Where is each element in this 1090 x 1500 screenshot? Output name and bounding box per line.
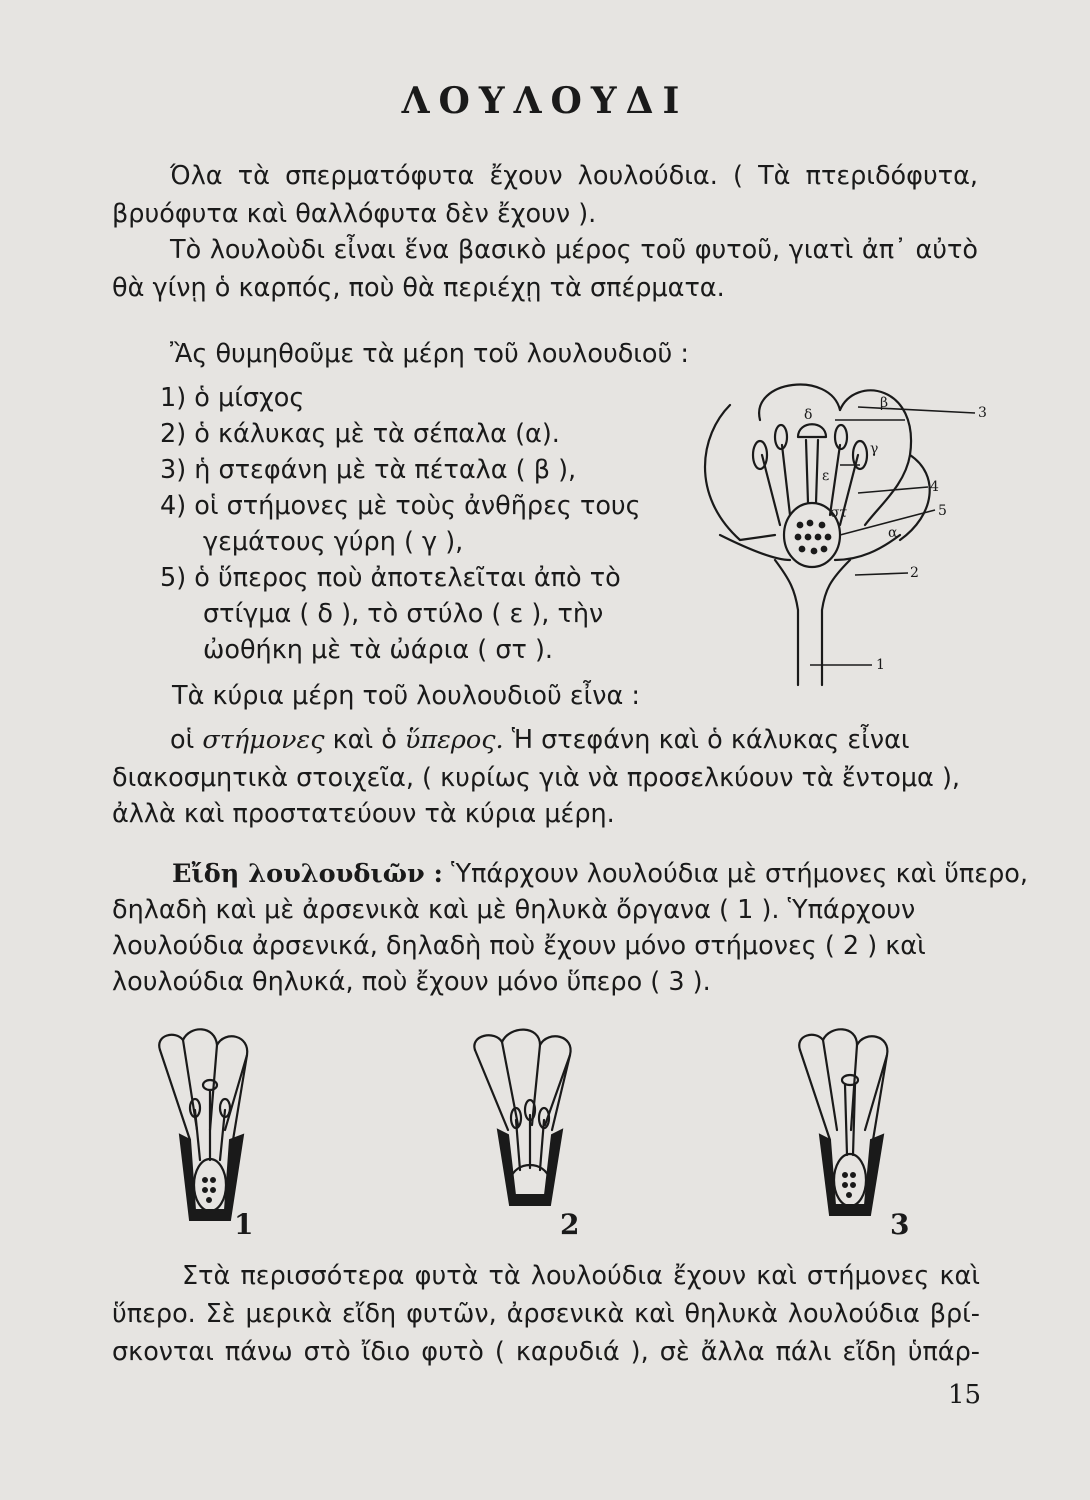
figure-number-3: 3	[890, 1208, 910, 1241]
leader-2	[855, 573, 908, 575]
anther-1	[753, 441, 767, 469]
label-n3: 3	[978, 405, 987, 421]
page-number: 15	[948, 1380, 982, 1410]
part-item-3: 3) ἡ στεφάνη μὲ τὰ πέταλα ( β ),	[160, 455, 577, 485]
flower-type-2-male	[470, 1030, 590, 1230]
label-n4: 4	[930, 479, 939, 495]
ovary	[834, 1154, 866, 1206]
label-beta: β	[880, 395, 889, 411]
flower-type-3-female	[795, 1030, 905, 1230]
term-stamens: στήμονες	[202, 725, 325, 755]
ovules	[843, 1173, 855, 1197]
flower-cross-section-diagram	[680, 375, 1000, 695]
types-line-2: δηλαδὴ καὶ μὲ ἀρσενικὰ καὶ μὲ θηλυκὰ ὄργανα ( 1 ). Ὑπάρχουν	[112, 895, 916, 925]
ovules	[203, 1178, 215, 1202]
closing-line-3: σκονται πάνω στὸ ἴδιο φυτὸ ( καρυδιά ), σὲ ἄλλα πάλι εἴδη ὑπάρ-	[112, 1337, 980, 1367]
label-n2: 2	[910, 565, 919, 581]
main-parts-line-4: ἀλλὰ καὶ προστατεύουν τὰ κύρια μέρη.	[112, 799, 615, 829]
types-heading: Εἴδη λουλουδιῶν :	[172, 859, 443, 889]
part-item-4-cont: γεμάτους γύρη ( γ ),	[203, 527, 464, 557]
part-item-5-cont-2: ὠοθήκη μὲ τὰ ὠάρια ( στ ).	[203, 635, 554, 665]
main-parts-prefix: οἱ	[170, 725, 203, 755]
page-title: ΛΟΥΛΟΥΔΙ	[401, 80, 689, 122]
main-parts-and: καὶ ὁ	[324, 725, 405, 755]
ovary	[194, 1159, 226, 1211]
intro-line-3: Τὸ λουλοὺδι εἶναι ἕνα βασικὸ μέρος τοῦ φυτοῦ, γιατὶ ἀπ᾿ αὐτὸ	[170, 235, 978, 265]
figure-number-1: 1	[234, 1208, 254, 1241]
label-delta: δ	[804, 407, 813, 423]
intro-line-1: Όλα τὰ σπερματόφυτα ἔχουν λουλούδια. ( Τὰ πτεριδόφυτα,	[170, 161, 978, 191]
types-line-1	[172, 856, 1028, 892]
stalk-left	[775, 560, 798, 685]
intro-line-2: βρυόφυτα καὶ θαλλόφυτα δὲν ἔχουν ).	[112, 199, 597, 229]
closing-line-2: ὕπερο. Σὲ μερικὰ εἴδη φυτῶν, ἀρσενικὰ καὶ θηλυκὰ λουλούδια βρί-	[112, 1299, 980, 1329]
part-item-2: 2) ὁ κάλυκας μὲ τὰ σέπαλα (α).	[160, 419, 560, 449]
petal-right	[900, 455, 930, 540]
label-n5: 5	[938, 503, 947, 519]
ovules	[796, 521, 831, 554]
stigma	[798, 424, 826, 437]
types-line-3: λουλούδια ἀρσενικά, δηλαδὴ ποὺ ἔχουν μόνο στήμονες ( 2 ) καὶ	[112, 931, 926, 961]
label-n1: 1	[876, 657, 885, 673]
main-parts-line-2	[170, 722, 910, 758]
main-parts-line-3: διακοσμητικὰ στοιχεῖα, ( κυρίως γιὰ νὰ προσελκύουν τὰ ἔντομα ),	[112, 763, 961, 793]
part-item-1: 1) ὁ μίσχος	[160, 383, 305, 413]
label-st: στ	[830, 505, 848, 521]
term-pistil: ὕπερος.	[404, 725, 504, 755]
petal-top-right	[840, 390, 911, 525]
part-item-4: 4) οἱ στήμονες μὲ τοὺς ἀνθῆρες τους	[160, 491, 641, 521]
stalk-right	[822, 560, 850, 685]
closing-line-1: Στὰ περισσότερα φυτὰ τὰ λουλούδια ἔχουν καὶ στήμονες καὶ	[182, 1261, 980, 1291]
leader-3	[858, 407, 975, 413]
main-parts-line-1: Τὰ κύρια μέρη τοῦ λουλουδιοῦ εἶνα :	[172, 681, 641, 711]
style	[806, 440, 818, 503]
types-line-1-rest: Ὑπάρχουν λουλούδια μὲ στήμονες καὶ ὕπερο,	[442, 859, 1028, 889]
stigma	[203, 1080, 217, 1090]
label-alpha: α	[888, 525, 898, 541]
label-epsilon: ε	[822, 468, 830, 484]
petal-top-left	[759, 385, 840, 420]
part-item-5-cont-1: στίγμα ( δ ), τὸ στύλο ( ε ), τὴν	[203, 599, 604, 629]
parts-intro: Ἂς θυμηθοῦμε τὰ μέρη τοῦ λουλουδιοῦ :	[170, 339, 689, 369]
part-item-5: 5) ὁ ὕπερος ποὺ ἀποτελεῖται ἀπὸ τὸ	[160, 563, 621, 593]
intro-line-4: θὰ γίνῃ ὁ καρπός, ποὺ θὰ περιέχῃ τὰ σπέρματα.	[112, 273, 725, 303]
types-line-4: λουλούδια θηλυκά, ποὺ ἔχουν μόνο ὕπερο ( 3 ).	[112, 967, 711, 997]
petal-left	[705, 405, 775, 540]
label-gamma: γ	[870, 441, 879, 457]
figure-number-2: 2	[560, 1208, 580, 1241]
main-parts-rest: Ἡ στεφάνη καὶ ὁ κάλυκας εἶναι	[503, 725, 910, 755]
